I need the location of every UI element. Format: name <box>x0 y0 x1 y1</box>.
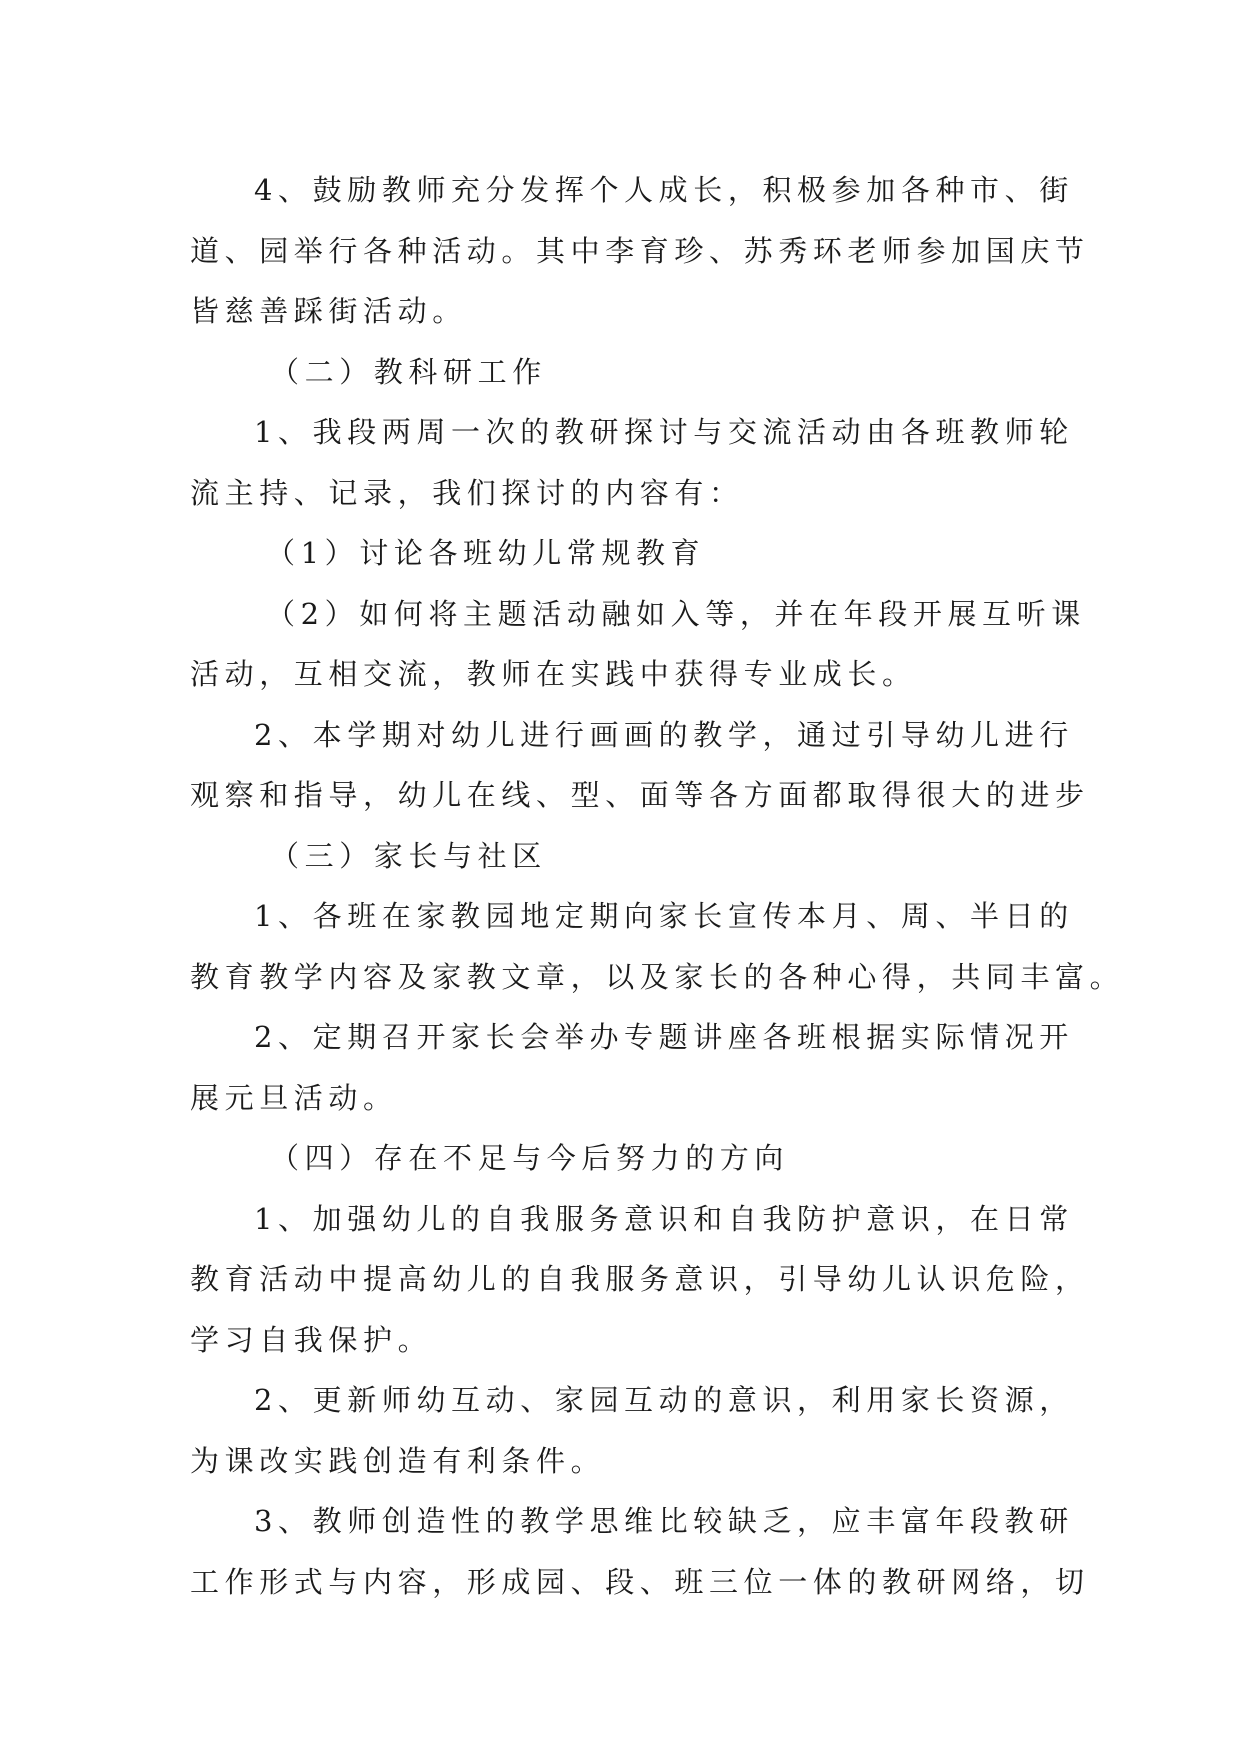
paragraph-line: 观察和指导，幼儿在线、型、面等各方面都取得很大的进步 <box>190 778 1090 812</box>
paragraph-line: 1、加强幼儿的自我服务意识和自我防护意识，在日常 <box>254 1201 1074 1236</box>
paragraph-line: 展元旦活动。 <box>190 1080 398 1115</box>
paragraph-line: 道、园举行各种活动。其中李育珍、苏秀环老师参加国庆节 <box>190 233 1090 268</box>
paragraph-line: 教育教学内容及家教文章，以及家长的各种心得，共同丰富。 <box>190 959 1125 994</box>
paragraph-line: 为课改实践创造有利条件。 <box>190 1443 606 1478</box>
paragraph-line: 3、教师创造性的教学思维比较缺乏，应丰富年段教研 <box>254 1504 1074 1538</box>
paragraph-line: 学习自我保护。 <box>190 1322 433 1357</box>
document-body <box>190 160 1125 1612</box>
paragraph-line: 工作形式与内容，形成园、段、班三位一体的教研网络，切 <box>190 1564 1090 1599</box>
paragraph-line: 活动，互相交流，教师在实践中获得专业成长。 <box>190 657 917 691</box>
section-heading: （四）存在不足与今后努力的方向 <box>270 1141 790 1175</box>
paragraph-line: 2、更新师幼互动、家园互动的意识，利用家长资源， <box>254 1383 1074 1417</box>
paragraph-line: 教育活动中提高幼儿的自我服务意识，引导幼儿认识危险， <box>190 1262 1090 1296</box>
paragraph-line: 2、定期召开家长会举办专题讲座各班根据实际情况开 <box>254 1020 1074 1054</box>
paragraph-line: 1、各班在家教园地定期向家长宣传本月、周、半日的 <box>254 899 1074 933</box>
paragraph-line: 1、我段两周一次的教研探讨与交流活动由各班教师轮 <box>254 415 1074 449</box>
section-heading: （二）教科研工作 <box>270 354 547 389</box>
list-item-line: （1）讨论各班幼儿常规教育 <box>266 536 706 570</box>
section-heading: （三）家长与社区 <box>270 838 547 873</box>
paragraph-line: 2、本学期对幼儿进行画画的教学，通过引导幼儿进行 <box>254 717 1074 752</box>
paragraph-line: 流主持、记录，我们探讨的内容有： <box>190 475 744 510</box>
paragraph-line: 4、鼓励教师充分发挥个人成长，积极参加各种市、街 <box>254 173 1074 207</box>
list-item-line: （2）如何将主题活动融如入等，并在年段开展互听课 <box>266 596 1086 631</box>
paragraph-line: 皆慈善踩街活动。 <box>190 294 467 328</box>
